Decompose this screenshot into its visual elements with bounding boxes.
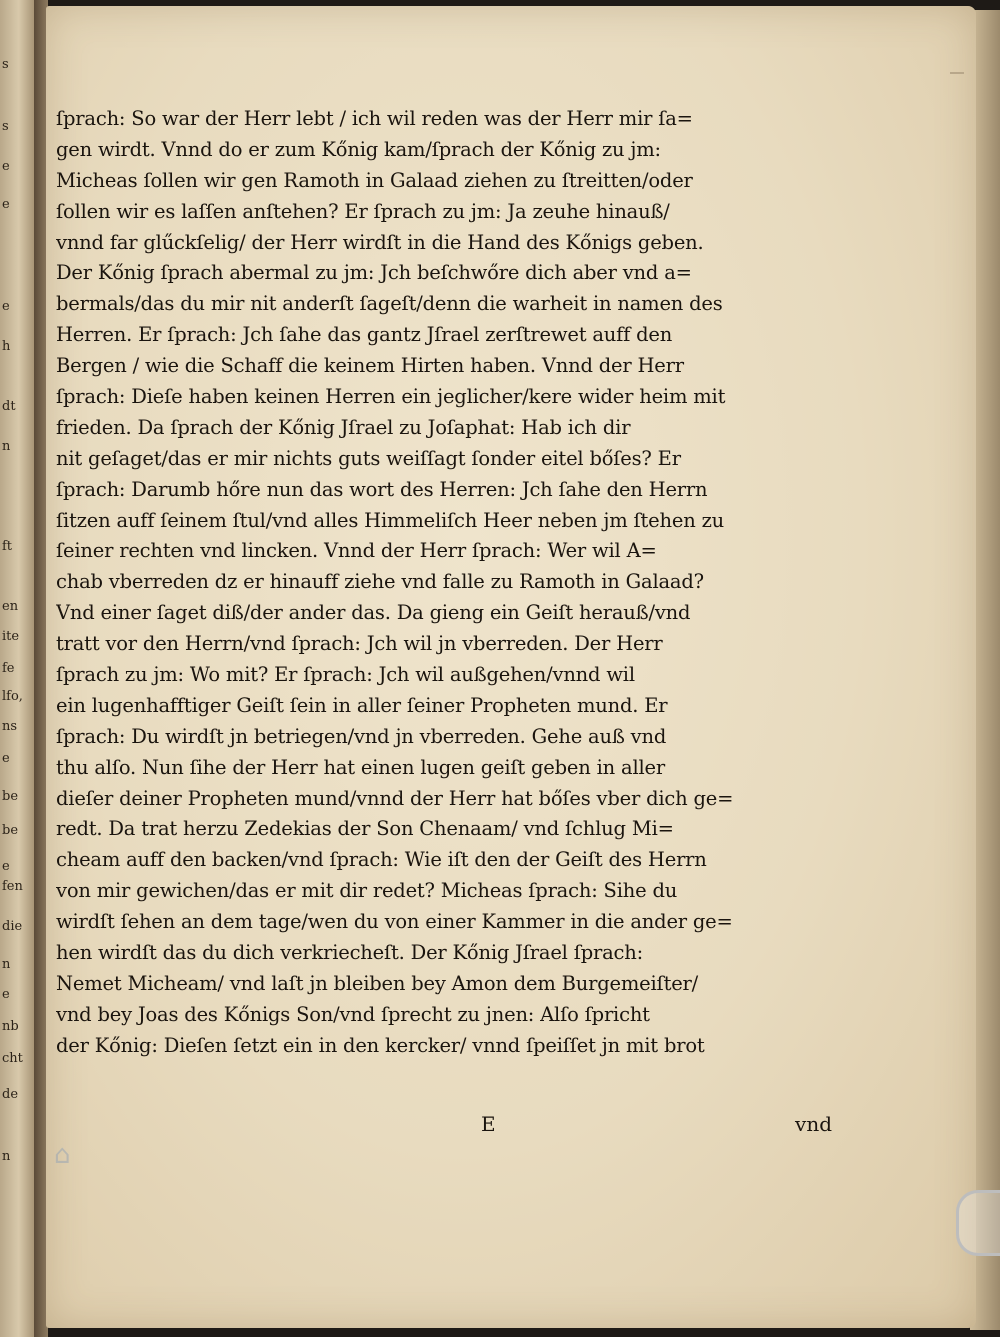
text-line: vnd bey Joas des Kőnigs Son/vnd ſprecht zu jnen: Alſo ſpricht bbox=[56, 1002, 650, 1026]
text-line: bermals/das du mir nit anderſt ſageſt/denn die warheit in namen des bbox=[56, 292, 723, 316]
text-line: redt. Da trat herzu Zedekias der Son Chenaam/ vnd ſchlug Mi= bbox=[56, 817, 674, 841]
margin-fragment: die bbox=[2, 919, 23, 934]
text-line: ſollen wir es laſſen anſtehen? Er ſprach zu jm: Ja zeuhe hinauß/ bbox=[56, 199, 670, 223]
text-line: tratt vor den Herrn/vnd ſprach: Jch wil jn vberreden. Der Herr bbox=[56, 632, 663, 656]
scan-clip-icon bbox=[956, 1190, 1000, 1256]
margin-fragment: lfo, bbox=[2, 689, 23, 704]
text-line: nit geſaget/das er mir nichts guts weiſſagt ſonder eitel bőſes? Er bbox=[56, 446, 681, 470]
text-line: Micheas ſollen wir gen Ramoth in Galaad ziehen zu ſtreitten/oder bbox=[56, 168, 693, 192]
text-line: hen wirdſt das du dich verkriecheſt. Der Kőnig Jſrael ſprach: bbox=[56, 941, 643, 965]
text-line: thu alſo. Nun ſihe der Herr hat einen lugen geiſt geben in aller bbox=[56, 755, 665, 779]
text-line: der Kőnig: Dieſen ſetzt ein in den kercker/ vnnd ſpeiſſet jn mit brot bbox=[56, 1033, 705, 1057]
text-line: dieſer deiner Propheten mund/vnnd der Herr hat bőſes vber dich ge= bbox=[56, 786, 734, 810]
text-line: Nemet Micheam/ vnd laſt jn bleiben bey Amon dem Burgemeiſter/ bbox=[56, 971, 699, 995]
margin-fragment: e bbox=[2, 159, 10, 174]
text-line: ſprach: Dieſe haben keinen Herren ein jeglicher/kere wider heim mit bbox=[56, 385, 726, 409]
text-line: von mir gewichen/das er mit dir redet? Micheas ſprach: Sihe du bbox=[56, 879, 678, 903]
text-line: cheam auff den backen/vnd ſprach: Wie iſt den der Geiſt des Herrn bbox=[56, 848, 707, 872]
margin-fragment: n bbox=[2, 1149, 11, 1164]
margin-fragment: s bbox=[2, 57, 9, 72]
margin-fragment: ite bbox=[2, 629, 20, 644]
text-line: ſprach: Darumb hőre nun das wort des Herren: Jch ſahe den Herrn bbox=[56, 477, 708, 501]
margin-fragment: fen bbox=[2, 879, 23, 894]
text-line: wirdſt ſehen an dem tage/wen du von einer Kammer in die ander ge= bbox=[56, 910, 733, 934]
margin-fragment: be bbox=[2, 823, 19, 838]
margin-fragment: e bbox=[2, 197, 10, 212]
margin-fragment: nb bbox=[2, 1019, 19, 1034]
margin-fragment: dt bbox=[2, 399, 16, 414]
library-stamp-icon: ⌂ bbox=[54, 1140, 71, 1170]
margin-fragment: cht bbox=[2, 1051, 23, 1066]
margin-fragment: h bbox=[2, 339, 11, 354]
margin-fragment: n bbox=[2, 957, 11, 972]
text-line: ſprach: Du wirdſt jn betriegen/vnd jn vberreden. Gehe auß vnd bbox=[56, 724, 667, 748]
margin-fragment: de bbox=[2, 1087, 19, 1102]
page-text bbox=[56, 104, 846, 1062]
margin-fragment: s bbox=[2, 119, 9, 134]
text-line: ſprach: So war der Herr lebt / ich wil reden was der Herr mir ſa= bbox=[56, 107, 693, 130]
text-line: Vnd einer ſaget diß/der ander das. Da gieng ein Geiſt herauß/vnd bbox=[56, 601, 691, 625]
text-line: ſeiner rechten vnd lincken. Vnnd der Herr ſprach: Wer wil A= bbox=[56, 539, 657, 563]
text-line: ſitzen auff ſeinem ſtul/vnd alles Himmeliſch Heer neben jm ſtehen zu bbox=[56, 508, 725, 532]
margin-fragment: n bbox=[2, 439, 11, 454]
text-line: vnnd far glűckſelig/ der Herr wirdſt in die Hand des Kőnigs geben. bbox=[56, 230, 704, 254]
margin-fragment: ft bbox=[2, 539, 13, 554]
margin-fragment: e bbox=[2, 299, 10, 314]
margin-fragment: ns bbox=[2, 719, 18, 734]
text-line: Bergen / wie die Schaff die keinem Hirten haben. Vnnd der Herr bbox=[56, 354, 684, 378]
facing-page-edge bbox=[0, 0, 34, 1337]
margin-fragment: e bbox=[2, 751, 10, 766]
text-line: gen wirdt. Vnnd do er zum Kőnig kam/ſprach der Kőnig zu jm: bbox=[56, 137, 661, 161]
margin-fragment: fe bbox=[2, 661, 15, 676]
margin-fragment: be bbox=[2, 789, 19, 804]
page-footer-line bbox=[56, 1112, 846, 1144]
catchword: vnd bbox=[795, 1112, 832, 1136]
margin-fragment: e bbox=[2, 987, 10, 1002]
text-line: Herren. Er ſprach: Jch ſahe das gantz Jſrael zerſtrewet auff den bbox=[56, 323, 673, 347]
signature-mark: E bbox=[481, 1112, 496, 1136]
text-line: ſprach zu jm: Wo mit? Er ſprach: Jch wil außgehen/vnnd wil bbox=[56, 663, 635, 687]
text-line: Der Kőnig ſprach abermal zu jm: Jch beſchwőre dich aber vnd a= bbox=[56, 261, 692, 285]
text-line: frieden. Da ſprach der Kőnig Jſrael zu Joſaphat: Hab ich dir bbox=[56, 415, 631, 439]
printer-mark bbox=[950, 72, 964, 74]
margin-fragment: en bbox=[2, 599, 19, 614]
text-line: ein lugenhafftiger Geiſt ſein in aller ſeiner Propheten mund. Er bbox=[56, 693, 668, 717]
text-line: chab vberreden dz er hinauff ziehe vnd falle zu Ramoth in Galaad? bbox=[56, 570, 704, 594]
margin-fragment: e bbox=[2, 859, 10, 874]
